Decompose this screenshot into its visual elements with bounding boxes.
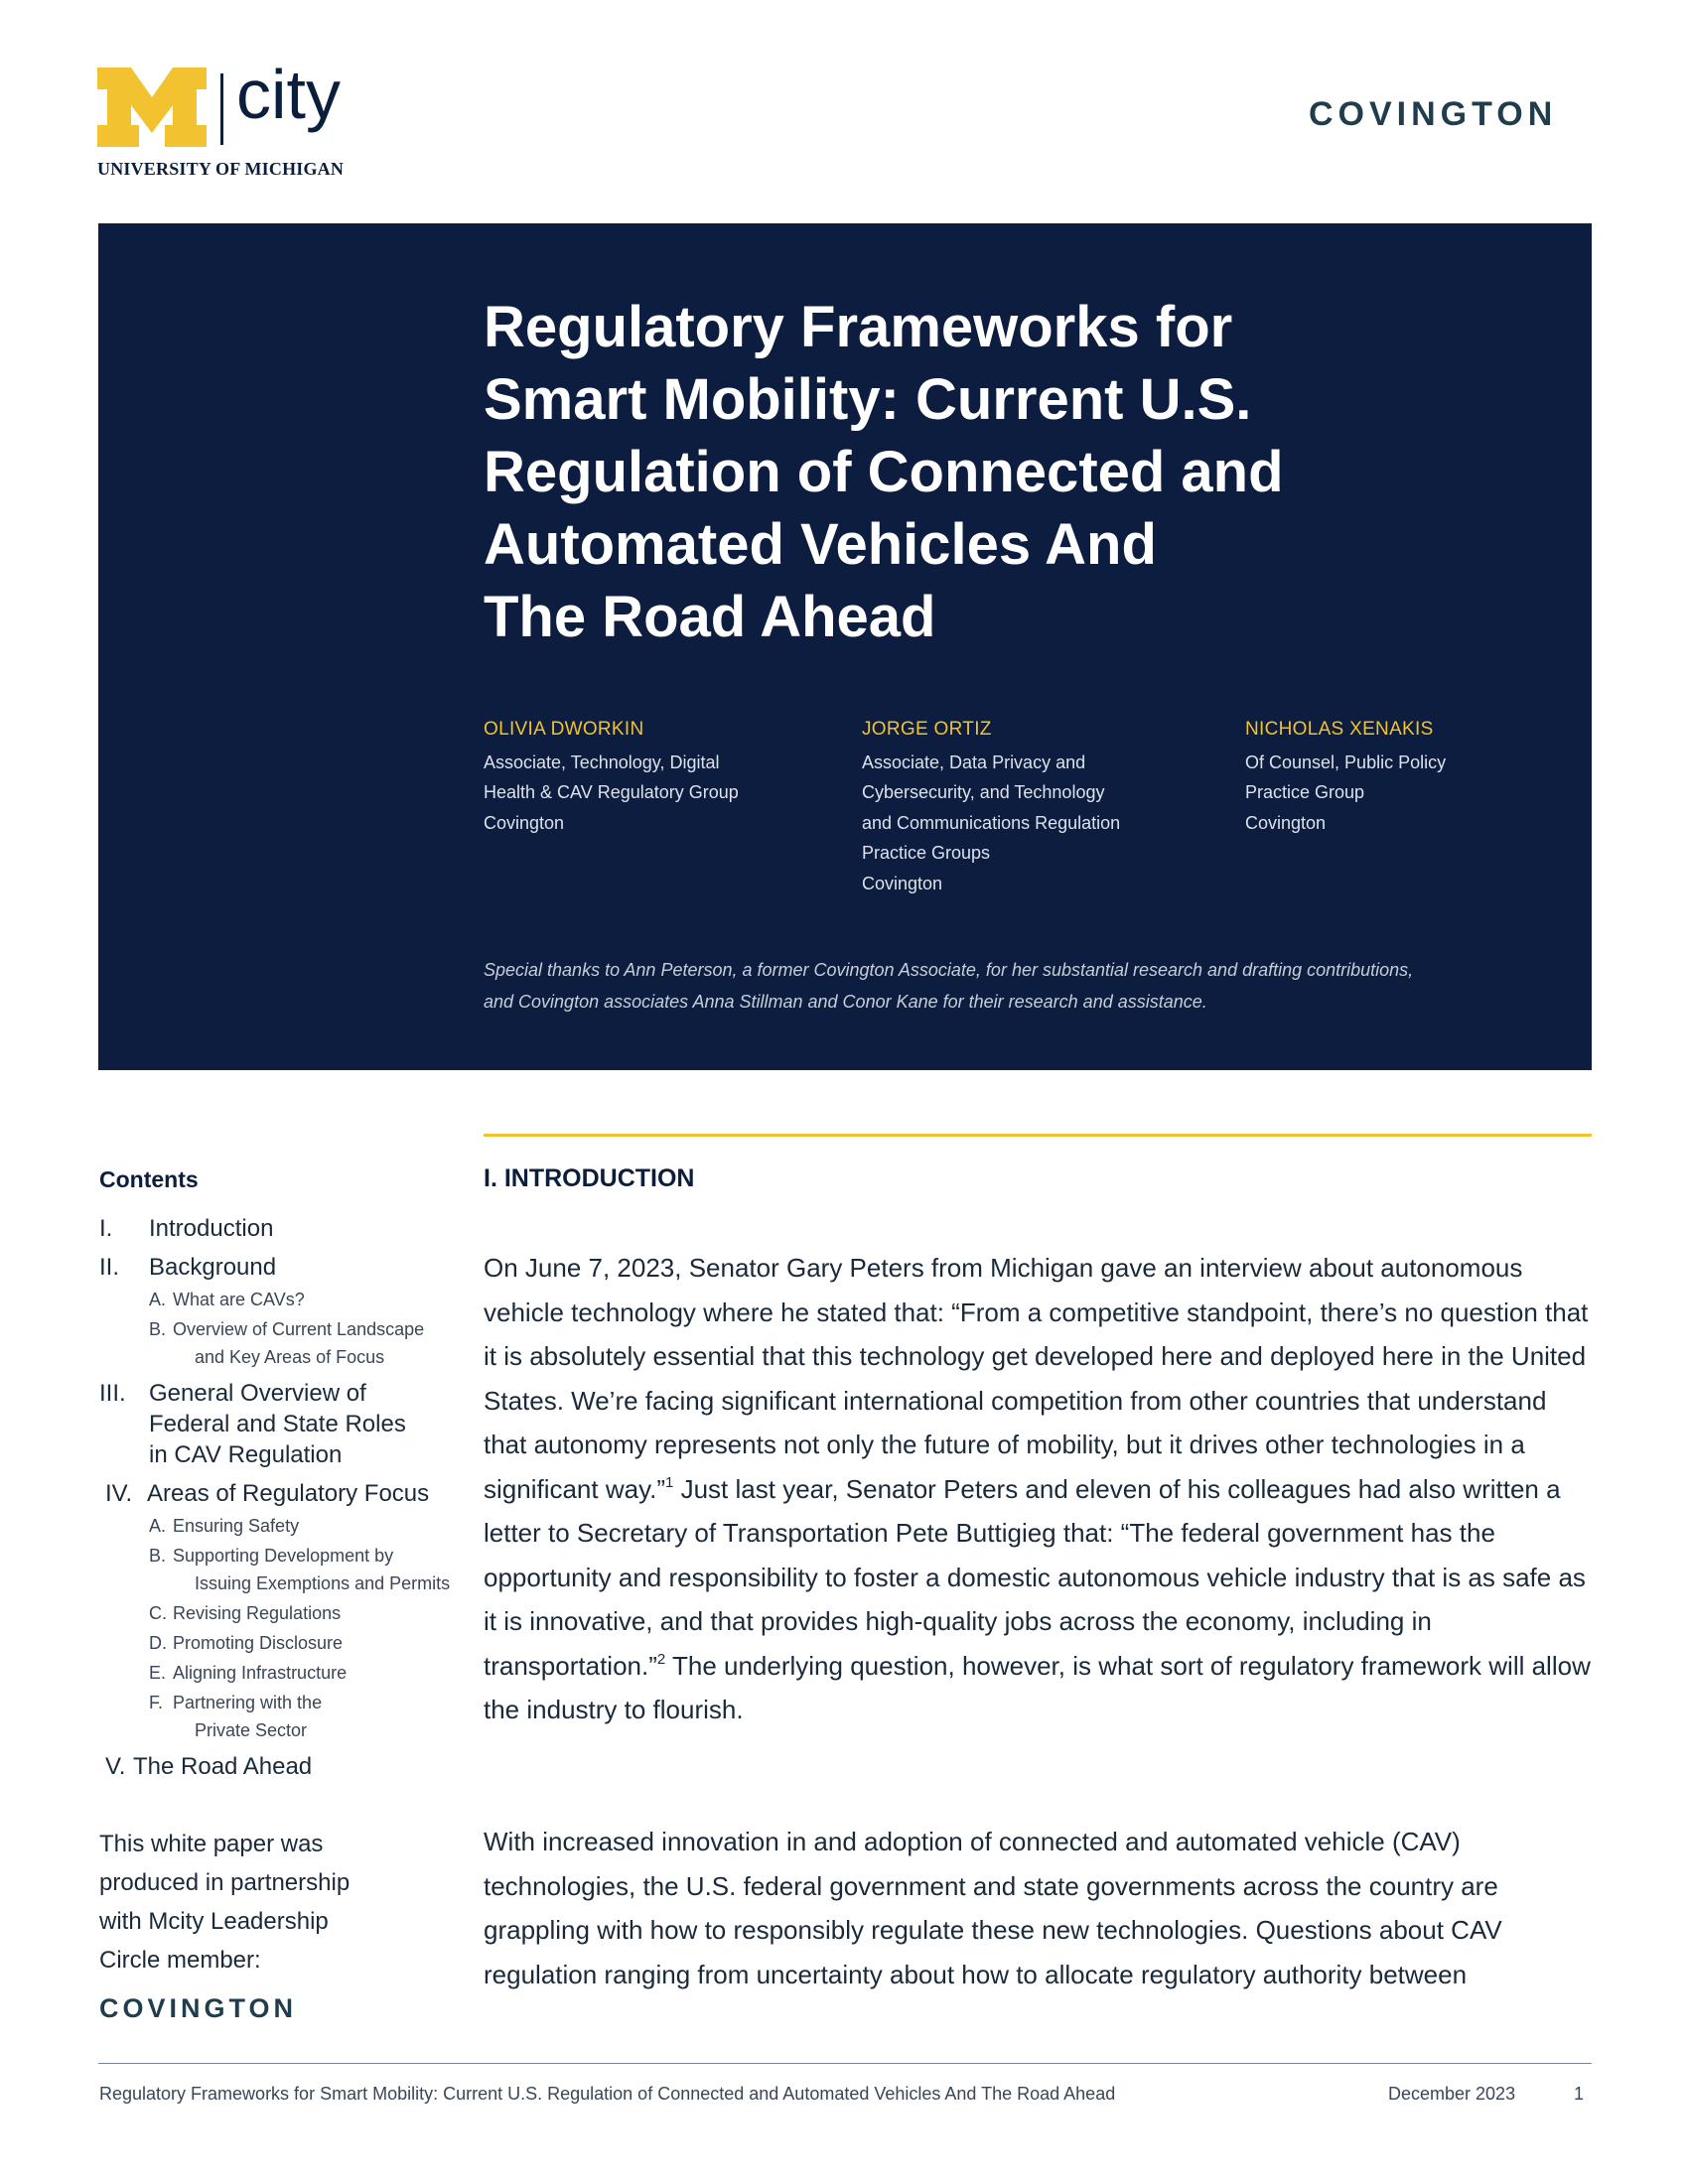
author-name: JORGE ORTIZ [862,719,992,740]
toc-item-background[interactable] [99,1252,467,1283]
toc-number: II. [99,1254,120,1281]
toc-label: Ensuring Safety [173,1516,300,1536]
section-heading: I. INTRODUCTION [484,1164,695,1192]
logo-university-name: UNIVERSITY OF MICHIGAN [97,159,345,179]
toc-subitem-promoting-disclosure[interactable] [99,1628,467,1658]
contents-heading: Contents [99,1166,199,1192]
toc-number: C. [149,1603,167,1623]
covington-logo-partner: COVINGTON [99,1993,298,2023]
logo-divider [220,73,223,145]
footnote-ref[interactable]: 2 [656,1650,666,1668]
toc-label: Aligning Infrastructure [173,1663,348,1683]
page-number: 1 [1574,2084,1585,2104]
toc-number: III. [99,1380,126,1407]
toc-label: The Road Ahead [133,1753,313,1780]
toc-label: Background [149,1254,277,1281]
toc-subitems [99,1285,467,1372]
toc-label-continued: and Key Areas of Focus [195,1347,385,1367]
author-name: NICHOLAS XENAKIS [1245,719,1434,740]
toc-label: Areas of Regulatory Focus [147,1480,430,1507]
author-block [1245,715,1543,838]
toc-subitem-what-are-cavs[interactable] [99,1285,467,1314]
toc-label: Promoting Disclosure [173,1633,344,1653]
title-line: Regulatory Frameworks for [484,295,1233,359]
footer-divider [98,2063,1592,2064]
title-line: The Road Ahead [484,585,936,649]
partnership-note: This white paper was produced in partnership with Mcity Leadership Circle member: [99,1831,351,1974]
author-role: Of Counsel, Public Policy Practice Group Covington [1245,751,1447,833]
title-line: Smart Mobility: Current U.S. [484,367,1252,432]
toc-number: D. [149,1633,167,1653]
author-block [484,715,801,838]
paragraph-text: Just last year, Senator Peters and eleven of his colleagues had also written a letter to Secretary of Transportation Pete Buttigieg that: “The federal government has the opportunity and responsibility to foster a domestic autonomous vehicle industry that is as safe as it is innovative, and that provides high-quality jobs across the economy, including in transportation.” [484,1473,1586,1681]
toc-label: Overview of Current Landscape [173,1319,425,1339]
toc-number: IV. [105,1480,133,1507]
toc-item-general-overview[interactable] [99,1378,467,1470]
toc-label: What are CAVs? [173,1290,305,1309]
covington-logo: COVINGTON [1309,95,1558,133]
toc-number: I. [99,1215,113,1242]
paragraph-text: On June 7, 2023, Senator Gary Peters from Michigan gave an interview about autonomous vehicle technology where he stated that: “From a competitive standpoint, there’s no question that it is absolutely essential that this technology get developed here and deployed here in the United States. We’re facing significant international competition from other countries that understand that autonomy represents not only the future of mobility, but it drives other technologies in a significant way.” [484,1253,1589,1504]
toc-subitems [99,1511,467,1745]
block-m-icon [97,68,207,147]
toc-label: General Overview of [149,1380,366,1407]
toc-label: Revising Regulations [173,1603,342,1623]
toc-number: A. [149,1290,167,1309]
author-name: OLIVIA DWORKIN [484,719,644,740]
toc-number: F. [149,1693,164,1712]
toc-label: Introduction [149,1215,274,1242]
toc-subitem-ensuring-safety[interactable] [99,1511,467,1541]
toc-item-areas-of-focus[interactable] [99,1478,467,1509]
toc-label: in CAV Regulation [149,1441,343,1468]
toc-subitem-partnering[interactable] [99,1688,467,1745]
toc-number: B. [149,1319,167,1339]
author-role: Associate, Technology, Digital Health & CAV Regulatory Group Covington [484,751,739,833]
toc-subitem-revising-regulations[interactable] [99,1598,467,1628]
table-of-contents [99,1213,467,1790]
toc-item-road-ahead[interactable] [99,1751,467,1782]
toc-number: A. [149,1516,167,1536]
toc-label-continued: Private Sector [195,1720,308,1740]
acknowledgements: Special thanks to Ann Peterson, a former Covington Associate, for her substantial research and drafting contributions, and Covington associates Anna Stillman and Conor Kane for their research and assistance. [484,960,1414,1012]
logo-wordmark: city [236,56,341,133]
footer-title: Regulatory Frameworks for Smart Mobility: Current U.S. Regulation of Connected and Automated Vehicles And The Road Ahead [99,2084,1116,2104]
toc-label: Supporting Development by [173,1546,394,1566]
toc-number: E. [149,1663,167,1683]
footer-date: December 2023 [1388,2084,1516,2104]
toc-label-continued: Issuing Exemptions and Permits [195,1573,451,1593]
toc-label: Federal and State Roles [149,1411,406,1437]
paper-title [484,291,1377,653]
title-line: Automated Vehicles And [484,512,1157,577]
toc-subitem-supporting-development[interactable] [99,1541,467,1598]
paragraph-text: The underlying question, however, is what sort of regulatory framework will allow the industry to flourish. [484,1650,1591,1724]
toc-label: Partnering with the [173,1693,323,1712]
toc-number: V. [105,1753,126,1780]
toc-subitem-aligning-infrastructure[interactable] [99,1658,467,1688]
section-divider [484,1134,1592,1137]
toc-item-introduction[interactable] [99,1213,467,1244]
title-line: Regulation of Connected and [484,440,1284,504]
author-role: Associate, Data Privacy and Cybersecurity, and Technology and Communications Regulation Practice Groups Covington [862,751,1121,893]
footnote-ref[interactable]: 1 [665,1473,674,1491]
toc-number: B. [149,1546,167,1566]
toc-subitem-overview[interactable] [99,1314,467,1372]
mcity-logo [97,56,375,182]
author-block [862,715,1190,898]
hero-panel [98,223,1592,1070]
body-paragraph [484,1246,1592,1732]
body-paragraph: With increased innovation in and adoption of connected and automated vehicle (CAV) technologies, the U.S. federal government and state governments across the country are grappling with how to responsibly regulate these new technologies. Questions about CAV regulation ranging from uncertainty about how to allocate regulatory authority between [484,1827,1502,1989]
